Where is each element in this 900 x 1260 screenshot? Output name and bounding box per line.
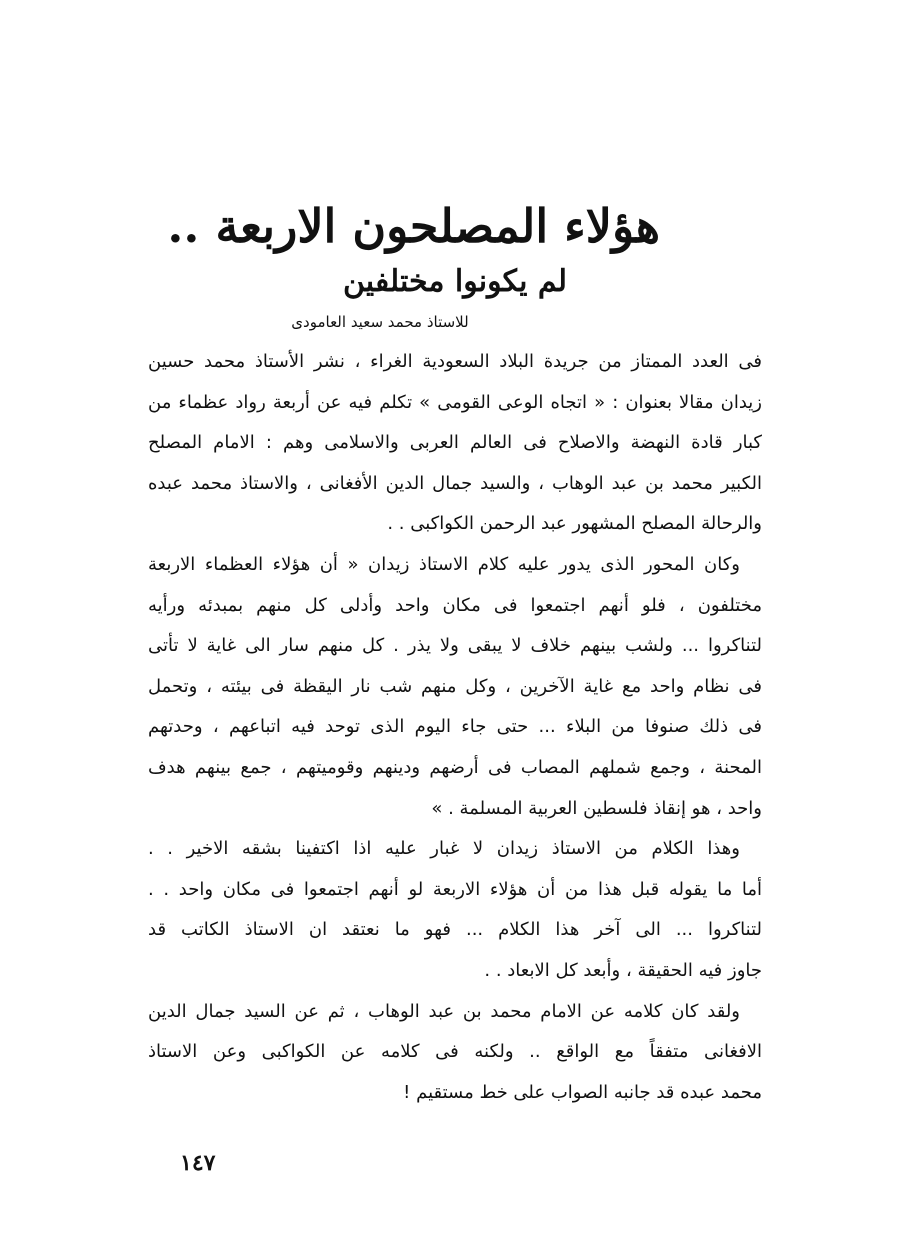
body-line: وهذا الكلام من الاستاذ زيدان لا غبار عليه اذا اكتفينا بشقه الاخير . . (148, 838, 740, 860)
body-line: واحد ، هو إنقاذ فلسطين العربية المسلمة . » (431, 797, 762, 819)
body-line: وكان المحور الذى يدور عليه كلام الاستاذ زيدان « أن هؤلاء العظماء الاربعة (148, 553, 740, 575)
body-line: مختلفون ، فلو أنهم اجتمعوا فى مكان واحد وأدلى كل منهم بمبدئه ورأيه (148, 594, 762, 616)
page-number: ١٤٧ (180, 1150, 216, 1176)
body-line: فى نظام واحد مع غاية الآخرين ، وكل منهم شب نار اليقظة فى بيئته ، وتحمل (148, 675, 762, 697)
body-line: محمد عبده قد جانبه الصواب على خط مستقيم ! (403, 1081, 762, 1103)
body-line: الافغانى متفقاً مع الواقع .. ولكنه فى كلامه عن الكواكبى وعن الاستاذ (148, 1041, 762, 1063)
body-line: فى ذلك صنوفا من البلاء ... حتى جاء اليوم الذى توحد فيه اتباعهم ، وحدتهم (148, 716, 762, 738)
body-line: المحنة ، وجمع شملهم المصاب فى أرضهم ودينهم وقوميتهم ، جمع بينهم هدف (148, 756, 762, 778)
body-line: أما ما يقوله قبل هذا من أن هؤلاء الاربعة لو أنهم اجتمعوا فى مكان واحد . . (148, 878, 762, 900)
body-line: الكبير محمد بن عبد الوهاب ، والسيد جمال الدين الأفغانى ، والاستاذ محمد عبده (148, 472, 762, 494)
body-line: زيدان مقالا بعنوان : « اتجاه الوعى القومى » تكلم فيه عن أربعة رواد عظماء من (148, 391, 762, 413)
body-line: كبار قادة النهضة والاصلاح فى العالم العربى والاسلامى وهم : الامام المصلح (148, 432, 762, 454)
article-subtitle: لم يكونوا مختلفين (342, 264, 568, 299)
article-author: للاستاذ محمد سعيد العامودى (291, 313, 469, 331)
body-line: ولقد كان كلامه عن الامام محمد بن عبد الوهاب ، ثم عن السيد جمال الدين (148, 1000, 740, 1022)
article-body (148, 342, 762, 1113)
body-line: لتناكروا ... الى آخر هذا الكلام ... فهو ما نعتقد ان الاستاذ الكاتب قد (148, 919, 762, 941)
body-line: لتناكروا ... ولشب بينهم خلاف لا يبقى ولا يذر . كل منهم سار الى غاية لا تأتى (148, 635, 762, 657)
article-title: هؤلاء المصلحون الاربعة .. (167, 199, 660, 253)
body-line: فى العدد الممتاز من جريدة البلاد السعودية الغراء ، نشر الأستاذ محمد حسين (148, 351, 762, 372)
body-line: جاوز فيه الحقيقة ، وأبعد كل الابعاد . . (484, 959, 762, 981)
body-line: والرحالة المصلح المشهور عبد الرحمن الكواكبى . . (387, 513, 762, 535)
